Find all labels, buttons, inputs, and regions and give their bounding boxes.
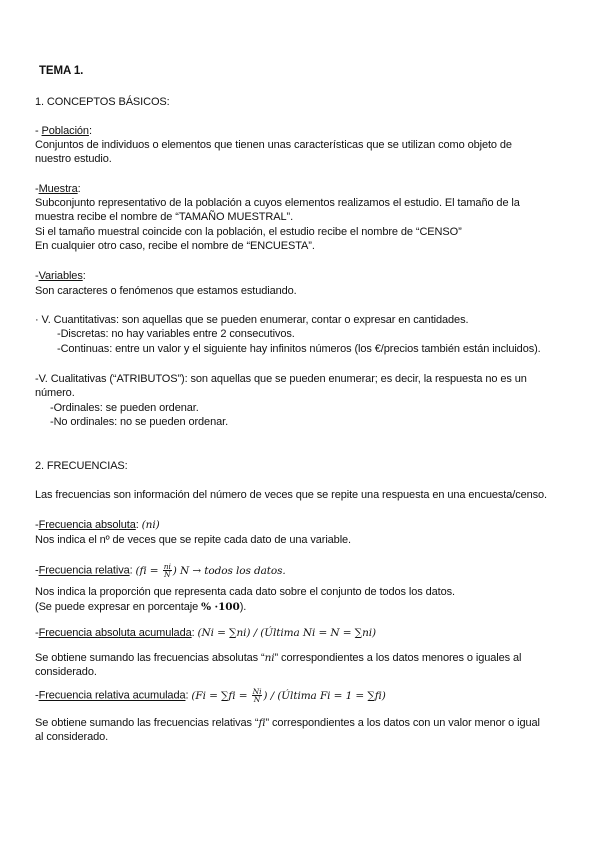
formula-open: (fi = [135,564,162,577]
frec-absoluta-term: Frecuencia absoluta [38,519,136,531]
formula-close: ) N → todos los datos. [172,564,286,577]
term-colon: : [129,564,136,577]
continuas-line: -Continuas: entre un valor y el siguiente hay infinitos números (los €/precios también están incluidos). [57,343,541,355]
no-ordinales-line: -No ordinales: no se pueden ordenar. [50,416,229,428]
frec-rel-acumulada-formula [191,687,386,704]
poblacion-def-line-2: nuestro estudio. [35,153,112,165]
frec-abs-acumulada-desc-1 [35,651,521,665]
poblacion-def-line-1: Conjuntos de individuos o elementos que tienen unas características que se utilizan como objeto de [35,139,512,151]
frec-relativa-term: Frecuencia relativa [38,564,130,577]
cualitativas-line-2: número. [35,387,75,399]
poblacion-term: Población [41,125,89,137]
desc-text: ” correspondientes a los datos con un valor menor o igual [265,717,540,729]
desc-end: ). [239,601,247,613]
frec-rel-acumulada-term: Frecuencia relativa acumulada [38,689,186,702]
variables-term-line [35,269,86,283]
fraction-numerator: ni [163,562,171,571]
frec-rel-acumulada-line [35,688,386,703]
frec-abs-acumulada-term: Frecuencia absoluta acumulada [38,627,192,639]
frecuencias-intro: Las frecuencias son información del número de veces que se repite una respuesta en una encuesta/censo. [35,489,548,501]
frec-abs-acumulada-desc-2: considerado. [35,666,97,678]
term-prefix: - [35,519,39,531]
document-title: TEMA 1. [39,65,84,77]
term-prefix: - [35,689,39,702]
frec-relativa-desc-1: Nos indica la proporción que representa cada dato sobre el conjunto de todos los datos. [35,586,455,598]
muestra-def-line-1: Subconjunto representativo de la población a cuyos elementos realizamos el estudio. El tamaño de la [35,197,520,209]
desc-symbol: ni [264,652,275,664]
frec-rel-acumulada-desc-1 [35,716,540,730]
muestra-def-line-3: Si el tamaño muestral coincide con la población, el estudio recibe el nombre de “CENSO” [35,226,462,238]
fraction [252,688,263,703]
frec-absoluta-line [35,518,160,532]
muestra-def-line-2: muestra recibe el nombre de “TAMAÑO MUESTRAL”. [35,211,294,223]
frec-relativa-line [35,563,286,578]
frec-abs-acumulada-line [35,626,376,640]
fraction-denominator: N [164,570,171,579]
frec-absoluta-formula: (ni) [141,519,160,531]
poblacion-term-line [35,124,92,138]
formula-close: ) / (Última Fi = 1 = ∑fi) [263,689,386,702]
term-colon: : [77,183,81,195]
term-prefix: - [35,564,39,577]
frec-rel-acumulada-desc-2: al considerado. [35,731,109,743]
muestra-term-line [35,182,81,196]
section-2-heading: 2. FRECUENCIAS: [35,460,128,472]
term-prefix: - [35,183,39,195]
fraction-numerator: Ni [252,687,262,696]
fraction-denominator: N [253,695,261,704]
muestra-term: Muestra [38,183,78,195]
term-colon: : [88,125,92,137]
muestra-def-line-4: En cualquier otro caso, recibe el nombre de “ENCUESTA”. [35,240,315,252]
section-1-heading: 1. CONCEPTOS BÁSICOS: [35,96,170,108]
formula-open: (Fi = ∑fi = [191,689,251,702]
term-prefix: - [35,125,42,137]
variables-term: Variables [38,270,83,282]
frec-absoluta-desc: Nos indica el nº de veces que se repite cada dato de una variable. [35,534,352,546]
term-colon: : [185,689,192,702]
frec-abs-acumulada-formula: (Ni = ∑ni) / (Última Ni = N = ∑ni) [197,627,376,639]
term-colon: : [82,270,86,282]
term-prefix: - [35,270,39,282]
frec-relativa-desc-2 [35,600,246,614]
desc-symbol: fi [258,717,266,729]
ordinales-line: -Ordinales: se pueden ordenar. [50,402,199,414]
percent-formula: % ·100 [201,601,240,613]
discretas-line: -Discretas: no hay variables entre 2 consecutivos. [57,328,295,340]
variables-def-line-1: Son caracteres o fenómenos que estamos estudiando. [35,285,297,297]
term-colon: : [191,627,198,639]
term-colon: : [135,519,142,531]
cuantitativas-line: · V. Cuantitativas: son aquellas que se pueden enumerar, contar o expresar en cantidades. [35,314,469,326]
fraction [163,563,172,578]
desc-text: Se obtiene sumando las frecuencias relativas “ [35,717,259,729]
desc-text: Se obtiene sumando las frecuencias absolutas “ [35,652,265,664]
frec-relativa-formula [135,562,286,579]
desc-text: (Se puede expresar en porcentaje [35,601,202,613]
cualitativas-line-1: -V. Cualitativas (“ATRIBUTOS”): son aquellas que se pueden enumerar; es decir, la respuesta no es un [35,373,527,385]
desc-text: ” correspondientes a los datos menores o iguales al [274,652,522,664]
term-prefix: - [35,627,39,639]
